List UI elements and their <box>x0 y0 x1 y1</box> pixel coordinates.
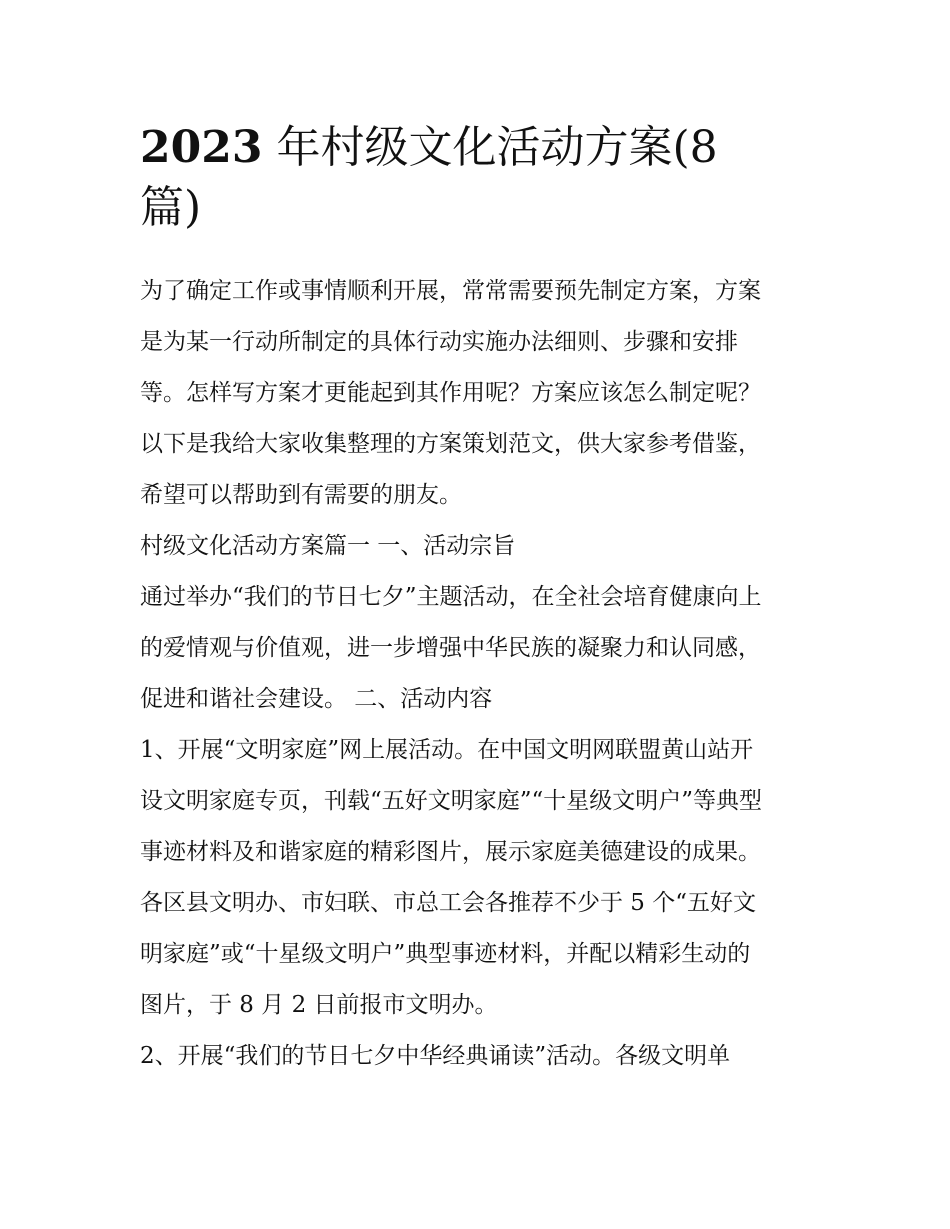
title-line-2: 篇) <box>140 182 202 233</box>
paragraph-intro <box>140 266 820 521</box>
text-line: 村级文化活动方案篇一 一、活动宗旨 <box>140 533 516 559</box>
title-year: 2023 <box>140 122 263 173</box>
text-line: 通过举办“我们的节日七夕”主题活动，在全社会培育健康向上 <box>140 584 762 610</box>
document-page <box>140 118 820 1082</box>
text-line: 1、开展“文明家庭”网上展活动。在中国文明网联盟黄山站开 <box>140 737 754 763</box>
text-line: 设文明家庭专页，刊载“五好文明家庭”“十星级文明户”等典型 <box>140 788 763 814</box>
text-line: 希望可以帮助到有需要的朋友。 <box>140 482 462 508</box>
paragraph-item-1 <box>140 725 820 1031</box>
text-line: 2、开展“我们的节日七夕中华经典诵读”活动。各级文明单 <box>140 1043 731 1069</box>
text-line: 图片，于 8 月 2 日前报市文明办。 <box>140 992 498 1018</box>
text-line: 明家庭”或“十星级文明户”典型事迹材料，并配以精彩生动的 <box>140 941 751 967</box>
text-line: 事迹材料及和谐家庭的精彩图片，展示家庭美德建设的成果。 <box>140 839 761 865</box>
paragraph-item-2 <box>140 1031 820 1082</box>
text-line: 的爱情观与价值观，进一步增强中华民族的凝聚力和认同感， <box>140 635 761 661</box>
document-title <box>140 118 820 238</box>
text-line: 为了确定工作或事情顺利开展，常常需要预先制定方案，方案 <box>140 278 761 304</box>
document-body <box>140 266 820 1082</box>
section-heading <box>140 521 820 572</box>
text-line: 促进和谐社会建设。 二、活动内容 <box>140 686 493 712</box>
text-line: 是为某一行动所制定的具体行动实施办法细则、步骤和安排 <box>140 329 738 355</box>
paragraph-purpose <box>140 572 820 725</box>
title-line-1: 2023 年村级文化活动方案(8 <box>140 122 718 173</box>
text-line: 各区县文明办、市妇联、市总工会各推荐不少于 5 个“五好文 <box>140 890 757 916</box>
text-line: 等。怎样写方案才更能起到其作用呢？方案应该怎么制定呢？ <box>140 380 761 406</box>
text-line: 以下是我给大家收集整理的方案策划范文，供大家参考借鉴， <box>140 431 761 457</box>
